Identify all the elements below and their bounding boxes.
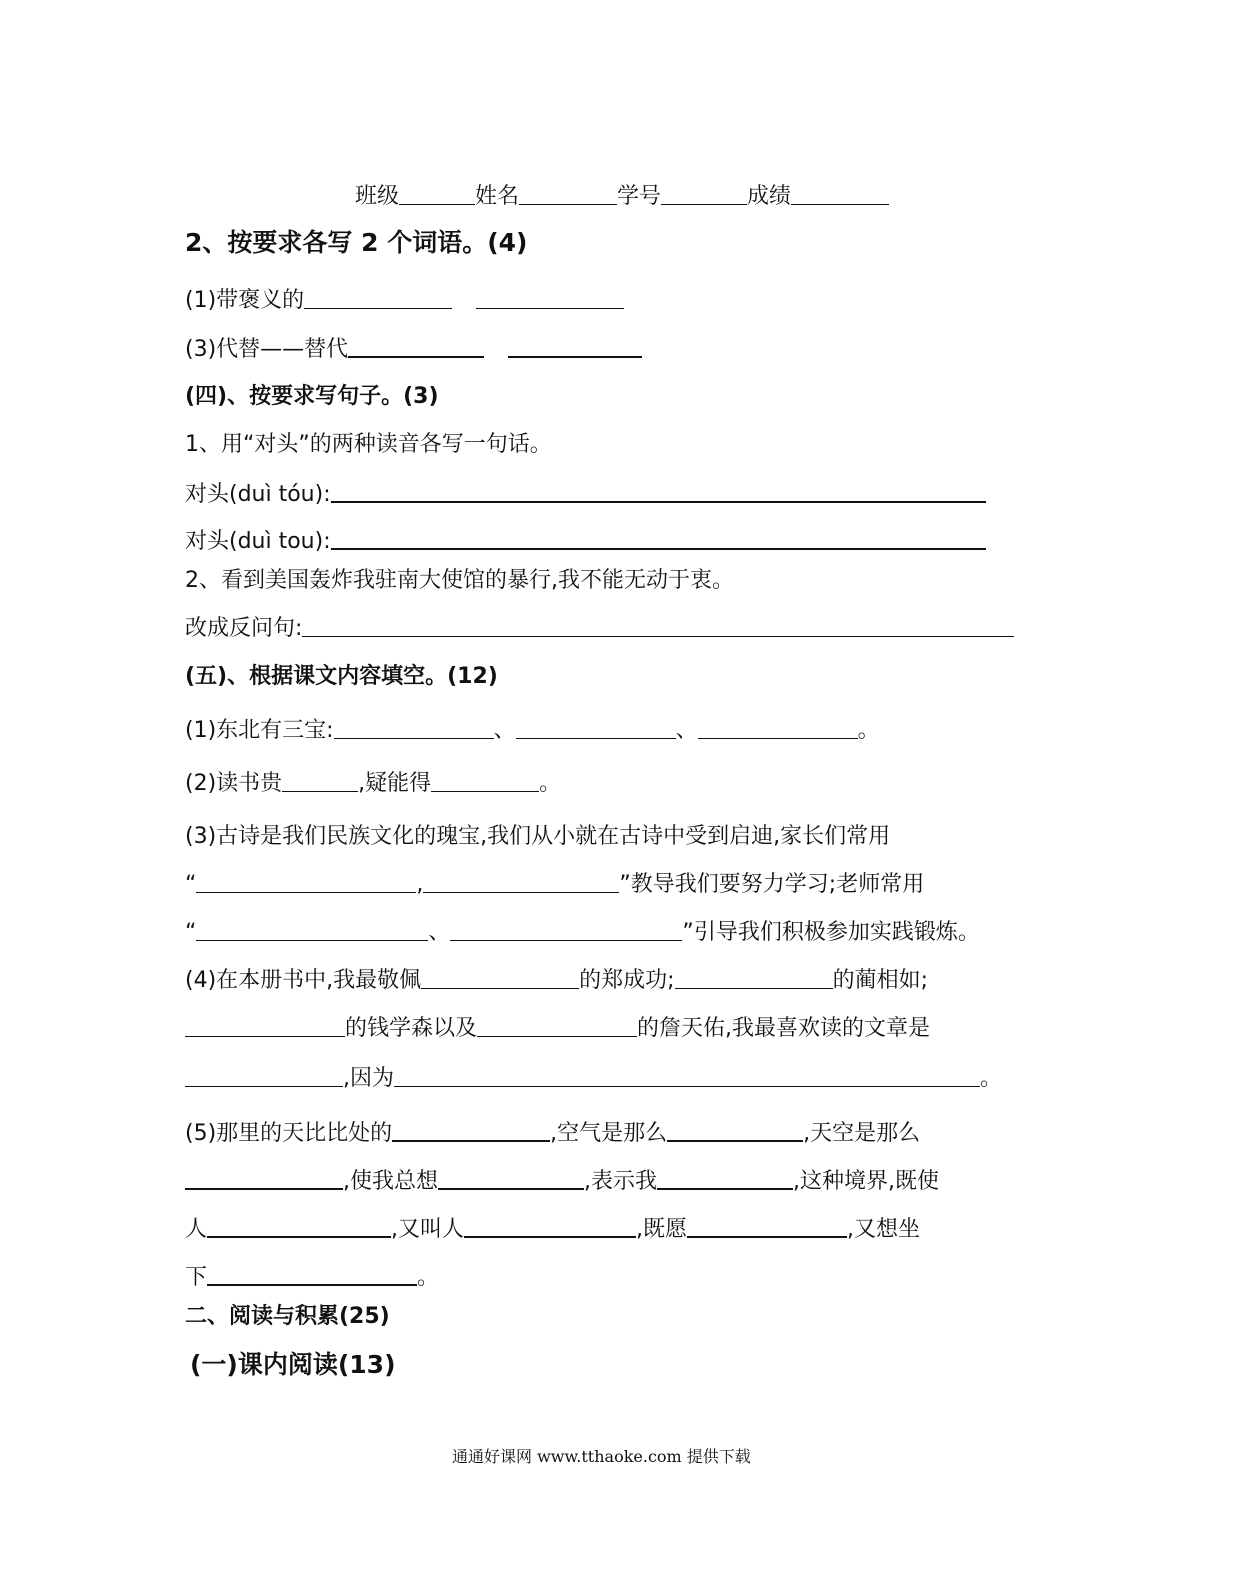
- sec5-q3-line2-end: ”教导我们要努力学习;老师常用: [619, 872, 925, 897]
- sec5-q4-f: ,因为: [343, 1066, 394, 1091]
- sec4-q1-b-blank[interactable]: [331, 526, 986, 550]
- sec5-q5-k: 下: [185, 1265, 208, 1290]
- section-5-title: (五)、根据课文内容填空。(12): [185, 664, 498, 689]
- sec5-q4-blank-5[interactable]: [185, 1064, 343, 1087]
- sec2-q3-blank-1[interactable]: [348, 334, 484, 358]
- student-info-line: [355, 182, 889, 212]
- sec4-q2-answer: [185, 614, 1014, 644]
- sec5-q4-end: 。: [980, 1066, 1003, 1091]
- sec5-q4-blank-4[interactable]: [477, 1014, 637, 1037]
- sec5-q1-end: 。: [857, 718, 880, 743]
- section-4-title: (四)、按要求写句子。(3): [185, 384, 439, 409]
- class-blank[interactable]: [399, 182, 475, 205]
- sec5-q5-c: ,天空是那么: [803, 1121, 921, 1146]
- name-label: 姓名: [475, 184, 520, 209]
- sec5-q3-open-quote-2: “: [185, 920, 197, 945]
- sec5-q3-sep: 、: [428, 920, 451, 945]
- sec5-q3-blank-2[interactable]: [423, 870, 619, 893]
- sec5-q2-label: (2)读书贵: [185, 771, 283, 796]
- sec5-q5-blank-8[interactable]: [687, 1214, 847, 1238]
- sec5-q5-blank-5[interactable]: [657, 1166, 793, 1190]
- sec2-q3: [185, 334, 642, 365]
- sec4-q2-prompt: 2、看到美国轰炸我驻南大使馆的暴行,我不能无动于衷。: [185, 568, 734, 593]
- sec5-q5-end: 。: [417, 1265, 440, 1290]
- part-2-title: 二、阅读与积累(25): [185, 1304, 390, 1329]
- sec5-q5-blank-6[interactable]: [207, 1214, 391, 1238]
- score-blank[interactable]: [791, 182, 889, 205]
- sec4-q1-b: [185, 526, 986, 557]
- sec2-q3-label: (3)代替——替代: [185, 337, 349, 362]
- sec5-q3-comma: ,: [416, 872, 424, 897]
- sec4-q1-a: [185, 479, 986, 510]
- sec5-q5-blank-4[interactable]: [438, 1166, 584, 1190]
- sec5-q5-blank-9[interactable]: [207, 1262, 417, 1286]
- sec5-q3-line2: [185, 870, 924, 900]
- sec5-q1-blank-3[interactable]: [698, 716, 858, 739]
- name-blank[interactable]: [519, 182, 617, 205]
- sec5-q3-line1: (3)古诗是我们民族文化的瑰宝,我们从小就在古诗中受到启迪,家长们常用: [185, 824, 891, 849]
- sec5-q2-blank-1[interactable]: [282, 769, 358, 792]
- sec5-q1-label: (1)东北有三宝:: [185, 718, 334, 743]
- sec5-q4-blank-3[interactable]: [185, 1014, 345, 1037]
- sec5-q2: [185, 769, 561, 799]
- sec5-q4-blank-6[interactable]: [394, 1064, 980, 1087]
- sec2-q1: [185, 286, 624, 316]
- sec5-q4-c: 的蔺相如;: [832, 968, 929, 993]
- sec4-q1-a-blank[interactable]: [331, 479, 986, 503]
- sec5-q1-sep-1: 、: [493, 718, 516, 743]
- sec2-q1-blank-1[interactable]: [304, 286, 452, 309]
- sec5-q4-blank-2[interactable]: [675, 966, 833, 989]
- id-label: 学号: [617, 184, 662, 209]
- sec4-q1-b-label: 对头(duì tou):: [185, 529, 331, 554]
- sec4-q1-a-label: 对头(duì tóu):: [185, 482, 331, 507]
- sec5-q5-blank-1[interactable]: [392, 1118, 550, 1142]
- sec5-q5-j: ,又想坐: [847, 1217, 921, 1242]
- sec5-q3-blank-3[interactable]: [196, 918, 428, 941]
- sec5-q5-h: ,又叫人: [391, 1217, 465, 1242]
- sec5-q5-d: ,使我总想: [343, 1169, 438, 1194]
- part-2-subtitle: (一)课内阅读(13): [190, 1350, 396, 1379]
- sec5-q5-line1: [185, 1118, 920, 1149]
- sec5-q3-open-quote-1: “: [185, 872, 197, 897]
- sec5-q1-blank-2[interactable]: [516, 716, 676, 739]
- sec5-q5-blank-2[interactable]: [667, 1118, 803, 1142]
- class-label: 班级: [355, 184, 400, 209]
- score-label: 成绩: [747, 184, 792, 209]
- sec5-q5-f: ,这种境界,既使: [793, 1169, 939, 1194]
- sec5-q5-blank-7[interactable]: [464, 1214, 636, 1238]
- sec5-q1-blank-1[interactable]: [334, 716, 494, 739]
- sec5-q2-end: 。: [539, 771, 562, 796]
- sec5-q3-line3: [185, 918, 980, 948]
- sec5-q5-g: 人: [185, 1217, 208, 1242]
- sec5-q4-line2: [185, 1014, 930, 1044]
- sec2-q3-blank-2[interactable]: [508, 334, 642, 358]
- sec4-q1-prompt: 1、用“对头”的两种读音各写一句话。: [185, 432, 552, 457]
- sec5-q2-mid: ,疑能得: [358, 771, 432, 796]
- sec5-q4-a: (4)在本册书中,我最敬佩: [185, 968, 422, 993]
- sec5-q2-blank-2[interactable]: [431, 769, 539, 792]
- sec5-q5-b: ,空气是那么: [550, 1121, 668, 1146]
- id-blank[interactable]: [661, 182, 747, 205]
- sec5-q4-blank-1[interactable]: [421, 966, 579, 989]
- sec5-q4-b: 的郑成功;: [579, 968, 675, 993]
- sec5-q5-a: (5)那里的天比比处的: [185, 1121, 393, 1146]
- sec2-q1-label: (1)带褒义的: [185, 288, 305, 313]
- sec4-q2-blank[interactable]: [302, 614, 1014, 637]
- sec4-q2-label: 改成反问句:: [185, 616, 303, 641]
- sec5-q3-blank-4[interactable]: [450, 918, 682, 941]
- sec5-q1: [185, 716, 880, 746]
- sec5-q4-e: 的詹天佑,我最喜欢读的文章是: [637, 1016, 931, 1041]
- sec5-q5-line4: [185, 1262, 439, 1293]
- section-2-title: 2、按要求各写 2 个词语。(4): [185, 228, 528, 257]
- sec5-q4-line1: [185, 966, 928, 996]
- sec5-q1-sep-2: 、: [675, 718, 698, 743]
- sec5-q3-line3-end: ”引导我们积极参加实践锻炼。: [682, 920, 980, 945]
- sec5-q4-line3: [185, 1064, 1002, 1094]
- sec5-q5-e: ,表示我: [584, 1169, 657, 1194]
- sec5-q5-line3: [185, 1214, 920, 1245]
- sec5-q5-i: ,既愿: [636, 1217, 688, 1242]
- sec5-q5-line2: [185, 1166, 939, 1197]
- sec5-q5-blank-3[interactable]: [185, 1166, 343, 1190]
- sec5-q3-blank-1[interactable]: [196, 870, 416, 893]
- sec2-q1-blank-2[interactable]: [476, 286, 624, 309]
- page-footer: 通通好课网 www.tthaoke.com 提供下载: [452, 1447, 751, 1466]
- sec5-q4-d: 的钱学森以及: [345, 1016, 478, 1041]
